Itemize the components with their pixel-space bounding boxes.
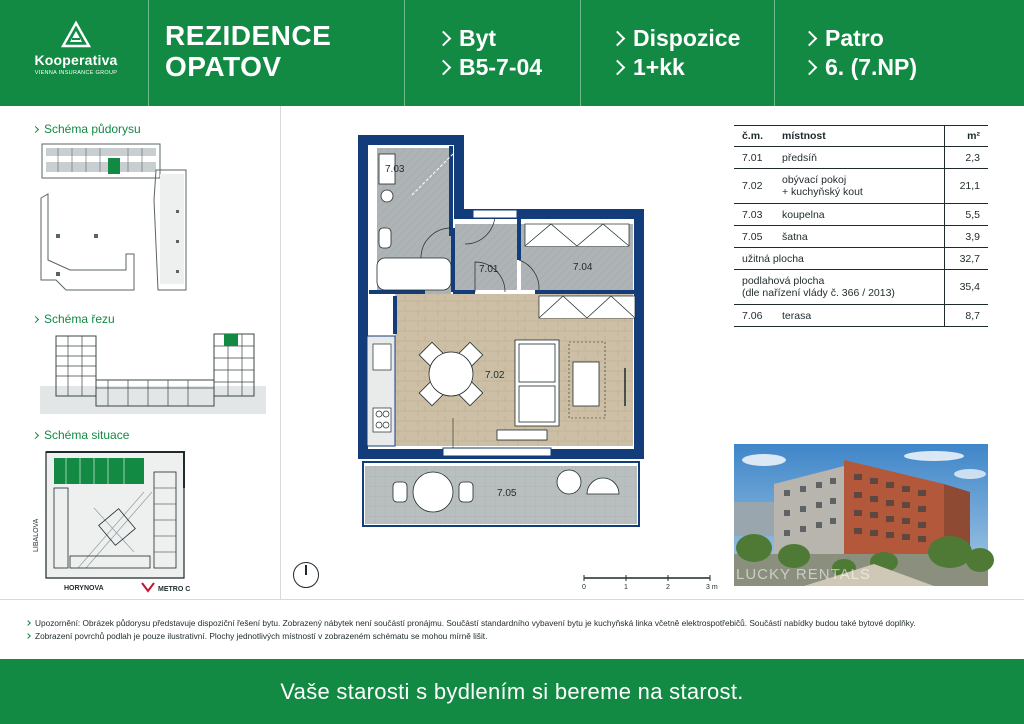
disclaimer-line-2: Zobrazení povrchů podlah je pouze ilustrativní. Plochy jednotlivých místností v zobrazeném schématu se mohou mírně lišit. — [26, 631, 487, 641]
room-name: obývací pokoj + kuchyňský kout — [774, 169, 944, 204]
room-label-704: 7.04 — [573, 262, 593, 273]
schema-panel — [0, 106, 281, 599]
site-schema-title: Schéma situace — [33, 428, 129, 442]
street-label-bottom: HORYNOVA — [64, 585, 104, 592]
header-divider — [774, 0, 775, 106]
north-arrow-icon — [293, 562, 319, 588]
header-divider — [404, 0, 405, 106]
chevron-right-icon — [610, 60, 626, 76]
project-title-line1: REZIDENCE — [165, 20, 332, 51]
room-area-table — [734, 125, 988, 327]
layout-label: Dispozice — [633, 25, 741, 51]
chevron-right-icon — [25, 620, 31, 626]
footer-bar — [0, 659, 1024, 724]
chevron-right-icon — [436, 31, 452, 47]
room-area: 3,9 — [944, 226, 988, 248]
unit-value: B5-7-04 — [459, 54, 543, 80]
chevron-right-icon — [610, 31, 626, 47]
tv-stand — [497, 430, 547, 440]
section-schema-title: Schéma řezu — [33, 312, 115, 326]
header-room-number: č.m. — [734, 126, 774, 147]
floor-area-value: 35,4 — [944, 270, 988, 305]
room-area: 2,3 — [944, 147, 988, 169]
brand-subtitle: VIENNA INSURANCE GROUP — [34, 70, 118, 76]
layout-info — [610, 24, 740, 82]
header-room-name: místnost — [774, 126, 944, 147]
room-number: 7.01 — [734, 147, 774, 169]
table-row — [734, 226, 988, 248]
table-row-usable-area — [734, 248, 988, 270]
unit-label: Byt — [459, 25, 497, 51]
building-photo — [734, 444, 988, 586]
chevron-right-icon — [436, 60, 452, 76]
header-area: m² — [944, 126, 988, 147]
layout-value: 1+kk — [633, 54, 685, 80]
room-area: 8,7 — [944, 305, 988, 327]
scale-tick: 2 — [666, 584, 670, 591]
room-name: předsíň — [774, 147, 944, 169]
kooperativa-logo-icon — [61, 22, 91, 48]
room-number: 7.02 — [734, 169, 774, 204]
toilet-icon — [379, 228, 391, 248]
room-label-703: 7.03 — [385, 164, 405, 175]
metro-icon — [142, 583, 154, 591]
room-area: 5,5 — [944, 204, 988, 226]
table-row — [734, 147, 988, 169]
floor-area-label: podlahová plocha (dle nařízení vlády č. 366 / 2013) — [734, 270, 944, 305]
header-divider — [580, 0, 581, 106]
room-number: 7.03 — [734, 204, 774, 226]
section-schema — [38, 328, 268, 416]
sofa-icon — [515, 340, 559, 426]
site-schema — [34, 448, 270, 596]
table-row — [734, 169, 988, 204]
header-bar — [0, 0, 1024, 106]
chevron-right-icon — [32, 125, 39, 132]
disclaimer-line-1: Upozornění: Obrázek půdorysu představuje dispoziční řešení bytu. Zobrazený nábytek není součástí pronájmu. Součástí standardního vybavení bytu je kuchyňská linka včetně elektrospotřebičů. Součástí nabídky budou také bytové doplňky. — [26, 618, 916, 628]
floor-label: Patro — [825, 25, 884, 51]
disclaimer-notes — [0, 599, 1024, 659]
room-name: šatna — [774, 226, 944, 248]
brand-logo — [26, 22, 126, 86]
project-title — [165, 20, 331, 82]
header-divider — [148, 0, 149, 106]
floorplan-schema — [36, 140, 270, 300]
street-label-left: LIBALOVA — [33, 518, 40, 552]
room-label-702: 7.02 — [485, 370, 505, 381]
room-number: 7.05 — [734, 226, 774, 248]
floor-info — [802, 24, 917, 82]
bathtub-icon — [377, 258, 451, 290]
table-header-row — [734, 126, 988, 147]
dining-table-icon — [419, 342, 482, 405]
chevron-right-icon — [32, 315, 39, 322]
scale-tick: 1 — [624, 584, 628, 591]
scale-tick: 3 m — [706, 584, 718, 591]
metro-label: METRO C — [158, 586, 191, 593]
usable-area-label: užitná plocha — [734, 248, 944, 270]
hall-floor — [455, 224, 517, 290]
table-row-floor-area — [734, 270, 988, 305]
brand-name: Kooperativa — [34, 52, 118, 68]
room-area: 21,1 — [944, 169, 988, 204]
chevron-right-icon — [802, 31, 818, 47]
project-title-line2: OPATOV — [165, 51, 282, 82]
unit-info — [436, 24, 542, 82]
chevron-right-icon — [802, 60, 818, 76]
table-row — [734, 204, 988, 226]
room-label-705: 7.05 — [497, 488, 517, 499]
scale-bar — [582, 574, 732, 592]
room-label-701: 7.01 — [479, 264, 499, 275]
room-name: koupelna — [774, 204, 944, 226]
floor-value: 6. (7.NP) — [825, 54, 918, 80]
chevron-right-icon — [25, 633, 31, 639]
apartment-floor-plan — [355, 136, 650, 536]
footer-slogan: Vaše starosti s bydlením si bereme na starost. — [280, 678, 744, 704]
photo-watermark: LUCKY RENTALS — [736, 566, 871, 583]
room-name: terasa — [774, 305, 944, 327]
usable-area-value: 32,7 — [944, 248, 988, 270]
scale-tick: 0 — [582, 584, 586, 591]
coffee-table — [573, 362, 599, 406]
table-row — [734, 305, 988, 327]
floorplan-schema-title: Schéma půdorysu — [33, 122, 141, 136]
chevron-right-icon — [32, 431, 39, 438]
room-number: 7.06 — [734, 305, 774, 327]
